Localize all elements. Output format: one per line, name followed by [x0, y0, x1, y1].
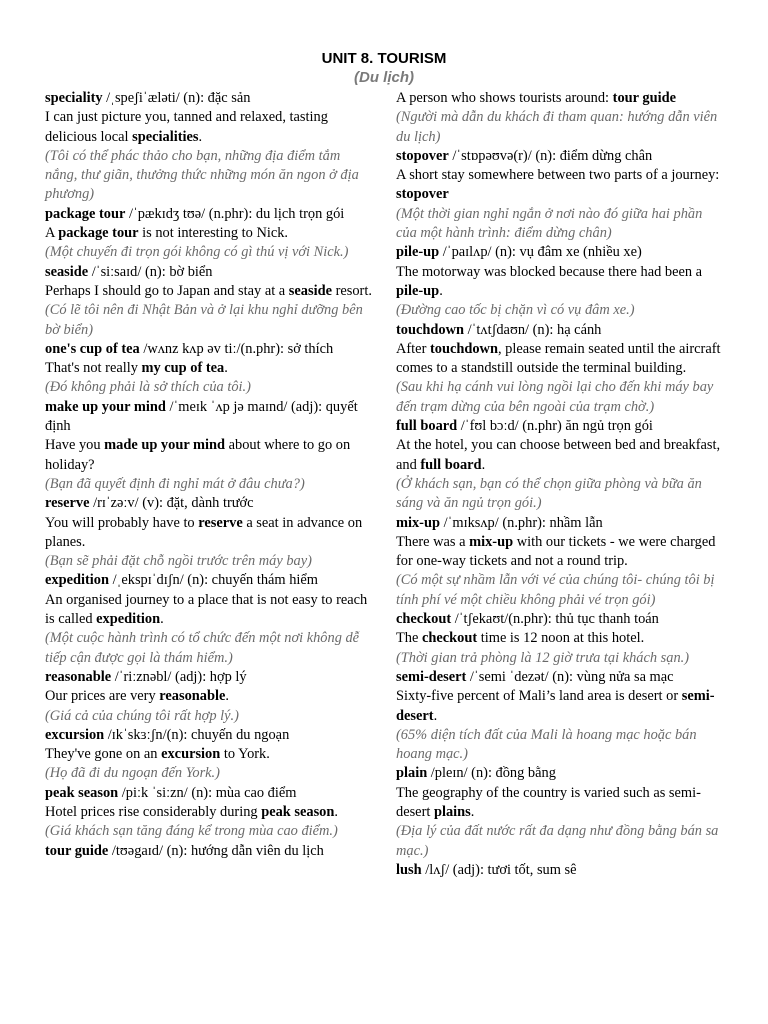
example-sentence: [45, 282, 375, 301]
entry-headword-line: [45, 571, 375, 590]
right-column: [396, 89, 726, 880]
headword: lush: [396, 861, 422, 878]
entry-headword-line: [45, 263, 375, 282]
example-text: a seat in advance on planes.: [45, 514, 363, 550]
example-sentence: [396, 533, 726, 572]
example-text: I can just picture you, tanned and relaxed, tasting delicious local: [45, 109, 328, 145]
translation: (Có lẽ tôi nên đi Nhật Bản và ở lại khu nghỉ dưỡng bên bờ biển): [45, 302, 363, 338]
example-sentence: [396, 784, 726, 823]
example-keyword: full board: [420, 456, 482, 473]
example-keyword: checkout: [421, 630, 478, 647]
headword: reserve: [45, 495, 90, 512]
translation: (Thời gian trả phòng là 12 giờ trưa tại khách sạn.): [396, 649, 690, 666]
vocab-entry: [396, 417, 726, 513]
headword: reasonable: [45, 668, 112, 685]
example-text: time is 12 noon at this hotel.: [477, 630, 645, 647]
translation: (Giá khách sạn tăng đáng kể trong mùa cao điểm.): [45, 823, 338, 840]
example-keyword: my cup of tea: [141, 360, 225, 377]
vocab-entry: [45, 668, 375, 726]
vocab-entry: [396, 89, 726, 147]
headword: make up your mind: [45, 398, 166, 415]
example-keyword: mix-up: [469, 533, 514, 550]
translation: (Tôi có thể phác thảo cho bạn, những địa điểm tắm nắng, thư giãn, thưởng thức những món ăn ngon ở địa phương): [45, 147, 359, 203]
headword: one's cup of tea: [45, 340, 140, 357]
vocab-entry: [396, 668, 726, 764]
example-text: .: [470, 803, 475, 820]
example-text: with our tickets - we were charged for one-way tickets and not a round trip.: [396, 533, 716, 570]
entry-headword-line: [396, 764, 726, 783]
example-keyword: excursion: [161, 746, 221, 763]
example-keyword: peak season: [261, 803, 335, 820]
example-sentence: [396, 687, 726, 726]
pronunciation-meaning: /ˈpækɪdʒ tʊə/ (n.phr): du lịch trọn gói: [125, 205, 345, 222]
example-text: The: [396, 630, 422, 647]
pronunciation-meaning: /rɪˈzəːv/ (v): đặt, dành trước: [89, 495, 254, 512]
translation: (Đường cao tốc bị chặn vì có vụ đâm xe.): [396, 302, 635, 319]
example-sentence: [45, 514, 375, 553]
headword: pile-up: [396, 244, 440, 261]
page-subtitle: (Du lịch): [354, 69, 414, 86]
vocab-entry: [45, 784, 375, 842]
example-text: You will probably have to: [45, 514, 199, 531]
pronunciation-meaning: /ˈpaɪlʌp/ (n): vụ đâm xe (nhiều xe): [439, 244, 642, 261]
example-text: .: [160, 611, 164, 628]
pronunciation-meaning: /ˈmɪksʌp/ (n.phr): nhầm lẫn: [439, 514, 603, 531]
example-text: , please remain seated until the aircraft comes to a standstill outside the terminal building.: [396, 340, 721, 377]
vocab-entry: [396, 764, 726, 860]
headword: seaside: [45, 263, 89, 280]
example-keyword: reasonable: [159, 688, 226, 705]
example-text: A short stay somewhere between two parts of a journey:: [396, 167, 720, 184]
example-text: There was a: [396, 533, 470, 550]
example-sentence: [396, 436, 726, 475]
entry-headword-line: [396, 147, 726, 166]
translation: (Một cuộc hành trình có tổ chức đến một nơi không dễ tiếp cận được gọi là thám hiểm.): [45, 630, 360, 666]
vocab-entry: [396, 514, 726, 610]
example-text: is not interesting to Nick.: [138, 225, 289, 242]
example-text: to York.: [220, 746, 270, 763]
example-text: Hotel prices rise considerably during: [45, 803, 262, 820]
vocab-entry: [45, 398, 375, 494]
example-text: An organised journey to a place that is not easy to reach is called: [45, 591, 368, 628]
page-title: UNIT 8. TOURISM: [321, 50, 447, 67]
example-text: A: [45, 225, 59, 242]
vocab-entry: [45, 205, 375, 263]
headword: speciality: [45, 90, 103, 106]
pronunciation-meaning: /ˈmeɪk ˈʌp jə maɪnd/ (adj): quyết định: [45, 398, 358, 435]
pronunciation-meaning: /ˈriːznəbl/ (adj): hợp lý: [111, 668, 247, 685]
translation: (Có một sự nhầm lẫn với vé của chúng tôi- chúng tôi bị tính phí vé một chiều không phải vé trọn gói): [396, 572, 715, 608]
example-text: Have you: [45, 437, 105, 454]
headword: mix-up: [396, 514, 440, 531]
entry-headword-line: [396, 610, 726, 629]
entry-headword-line: [396, 861, 726, 880]
example-keyword: package tour: [58, 225, 139, 242]
entry-headword-line: [45, 842, 375, 861]
example-sentence: [396, 629, 726, 648]
vocab-entry: [45, 726, 375, 784]
pronunciation-meaning: /ˌekspɪˈdɪʃn/ (n): chuyến thám hiểm: [108, 572, 318, 589]
example-keyword: made up your mind: [104, 437, 226, 454]
headword: semi-desert: [396, 668, 467, 685]
example-text: Sixty-five percent of Mali’s land area is desert or: [396, 688, 682, 705]
pronunciation-meaning: /piːk ˈsiːzn/ (n): mùa cao điểm: [118, 784, 297, 801]
example-text: .: [439, 282, 443, 299]
pronunciation-meaning: /ɪkˈskɜːʃn/(n): chuyến du ngoạn: [104, 726, 290, 743]
example-sentence: [45, 591, 375, 630]
example-keyword: expedition: [96, 611, 161, 628]
pronunciation-meaning: /pleɪn/ (n): đồng bằng: [427, 765, 556, 782]
headword: excursion: [45, 726, 105, 743]
vocab-entry: [396, 861, 726, 880]
translation: (Ở khách sạn, bạn có thể chọn giữa phòng và bữa ăn sáng và ăn ngủ trọn gói.): [396, 475, 702, 512]
example-text: After: [396, 340, 430, 357]
example-sentence: [45, 359, 375, 378]
example-text: .: [334, 803, 338, 820]
translation: (Họ đã đi du ngoạn đến York.): [45, 765, 220, 782]
entry-headword-line: [45, 205, 375, 224]
translation: (Bạn sẽ phải đặt chỗ ngồi trước trên máy bay): [45, 553, 312, 570]
example-text: about where to go on holiday?: [45, 437, 351, 473]
translation: (Người mà dẫn du khách đi tham quan: hướng dẫn viên du lịch): [396, 109, 718, 145]
headword: tour guide: [45, 842, 109, 859]
pronunciation-meaning: /ˌspeʃiˈæləti/ (n): đặc sản: [102, 90, 251, 106]
example-sentence: [396, 263, 726, 302]
headword: package tour: [45, 205, 126, 222]
example-sentence: [45, 745, 375, 764]
example-text: That's not really: [45, 360, 142, 377]
example-sentence: [396, 340, 726, 379]
example-sentence: [45, 224, 375, 243]
entry-headword-line: [45, 784, 375, 803]
pronunciation-meaning: /wʌnz kʌp əv tiː/(n.phr): sở thích: [139, 340, 334, 357]
example-keyword: semi-desert: [396, 688, 715, 724]
example-text: .: [224, 360, 228, 377]
example-keyword: specialities: [132, 128, 199, 145]
translation: (Một thời gian nghỉ ngắn ở nơi nào đó giữa hai phần của một hành trình: điểm dừng chân): [396, 205, 703, 242]
left-column: [45, 89, 375, 861]
translation: (65% diện tích đất của Mali là hoang mạc hoặc bán hoang mạc.): [396, 726, 697, 763]
example-sentence: [45, 108, 375, 147]
example-sentence: [45, 687, 375, 706]
example-keyword: tour guide: [612, 90, 676, 106]
vocab-entry: [45, 842, 375, 861]
headword: stopover: [396, 147, 449, 164]
example-text: Perhaps I should go to Japan and stay at a: [45, 282, 289, 299]
vocab-entry: [396, 321, 726, 417]
example-text: The geography of the country is varied such as semi-desert: [396, 784, 701, 820]
example-text: They've gone on an: [45, 746, 162, 763]
entry-headword-line: [45, 398, 375, 437]
vocab-entry: [396, 610, 726, 668]
example-text: A person who shows tourists around:: [396, 90, 613, 106]
vocab-entry: [45, 89, 375, 205]
vocab-entry: [45, 263, 375, 340]
example-keyword: seaside: [288, 282, 332, 299]
headword: full board: [396, 418, 458, 435]
example-text: .: [433, 707, 438, 724]
headword: touchdown: [396, 321, 464, 338]
entry-headword-line: [45, 89, 375, 108]
translation: (Đó không phải là sở thích của tôi.): [45, 379, 251, 396]
entry-headword-line: [396, 417, 726, 436]
pronunciation-meaning: /tʊəgaɪd/ (n): hướng dẫn viên du lịch: [108, 842, 324, 859]
example-sentence: [45, 436, 375, 475]
vocab-entry: [396, 243, 726, 320]
vocab-entry: [45, 494, 375, 571]
headword: plain: [396, 765, 428, 782]
pronunciation-meaning: /ˈfʊl bɔːd/ (n.phr) ăn ngủ trọn gói: [457, 418, 653, 435]
pronunciation-meaning: /ˈtʌtʃdaʊn/ (n): hạ cánh: [463, 321, 602, 338]
example-keyword: reserve: [198, 514, 243, 531]
example-keyword: pile-up: [396, 282, 440, 299]
vocab-entry: [45, 340, 375, 398]
headword: checkout: [396, 611, 452, 628]
translation: (Bạn đã quyết định đi nghỉ mát ở đâu chưa?): [45, 475, 305, 492]
pronunciation-meaning: /lʌʃ/ (adj): tươi tốt, sum sê: [421, 861, 577, 878]
entry-headword-line: [396, 243, 726, 262]
entry-headword-line: [45, 494, 375, 513]
translation: (Địa lý của đất nước rất đa dạng như đồng bằng bán sa mạc.): [396, 823, 719, 859]
vocab-entry: [396, 147, 726, 243]
example-text: .: [198, 128, 203, 145]
example-keyword: plains: [433, 803, 471, 820]
translation: (Một chuyến đi trọn gói không có gì thú vị với Nick.): [45, 244, 349, 261]
headword: expedition: [45, 572, 109, 589]
pronunciation-meaning: /ˈsemi ˈdezət/ (n): vùng nửa sa mạc: [466, 668, 674, 685]
entry-headword-line: [45, 340, 375, 359]
example-sentence: [396, 89, 726, 108]
entry-headword-line: [396, 668, 726, 687]
pronunciation-meaning: /ˈstɒpəʊvə(r)/ (n): điểm dừng chân: [448, 147, 653, 164]
entry-headword-line: [396, 321, 726, 340]
example-text: resort.: [331, 282, 372, 299]
headword: peak season: [45, 784, 119, 801]
entry-headword-line: [45, 668, 375, 687]
example-sentence: [396, 166, 726, 205]
example-text: .: [225, 688, 229, 705]
entry-headword-line: [45, 726, 375, 745]
example-text: Our prices are very: [45, 688, 160, 705]
translation: (Sau khi hạ cánh vui lòng ngồi lại cho đến khi máy bay đến trạm dừng của bên ngoài của trạm chờ.): [396, 379, 714, 415]
vocab-entry: [45, 571, 375, 667]
entry-headword-line: [396, 514, 726, 533]
pronunciation-meaning: /ˈtʃekaʊt/(n.phr): thủ tục thanh toán: [451, 611, 659, 628]
example-text: .: [481, 456, 486, 473]
example-text: At the hotel, you can choose between bed and breakfast, and: [396, 437, 721, 473]
example-text: The motorway was blocked because there had been a: [396, 263, 703, 280]
example-keyword: stopover: [396, 186, 449, 203]
translation: (Giá cả của chúng tôi rất hợp lý.): [45, 707, 239, 724]
pronunciation-meaning: /ˈsiːsaɪd/ (n): bờ biển: [88, 263, 213, 280]
example-sentence: [45, 803, 375, 822]
example-keyword: touchdown: [429, 340, 498, 357]
